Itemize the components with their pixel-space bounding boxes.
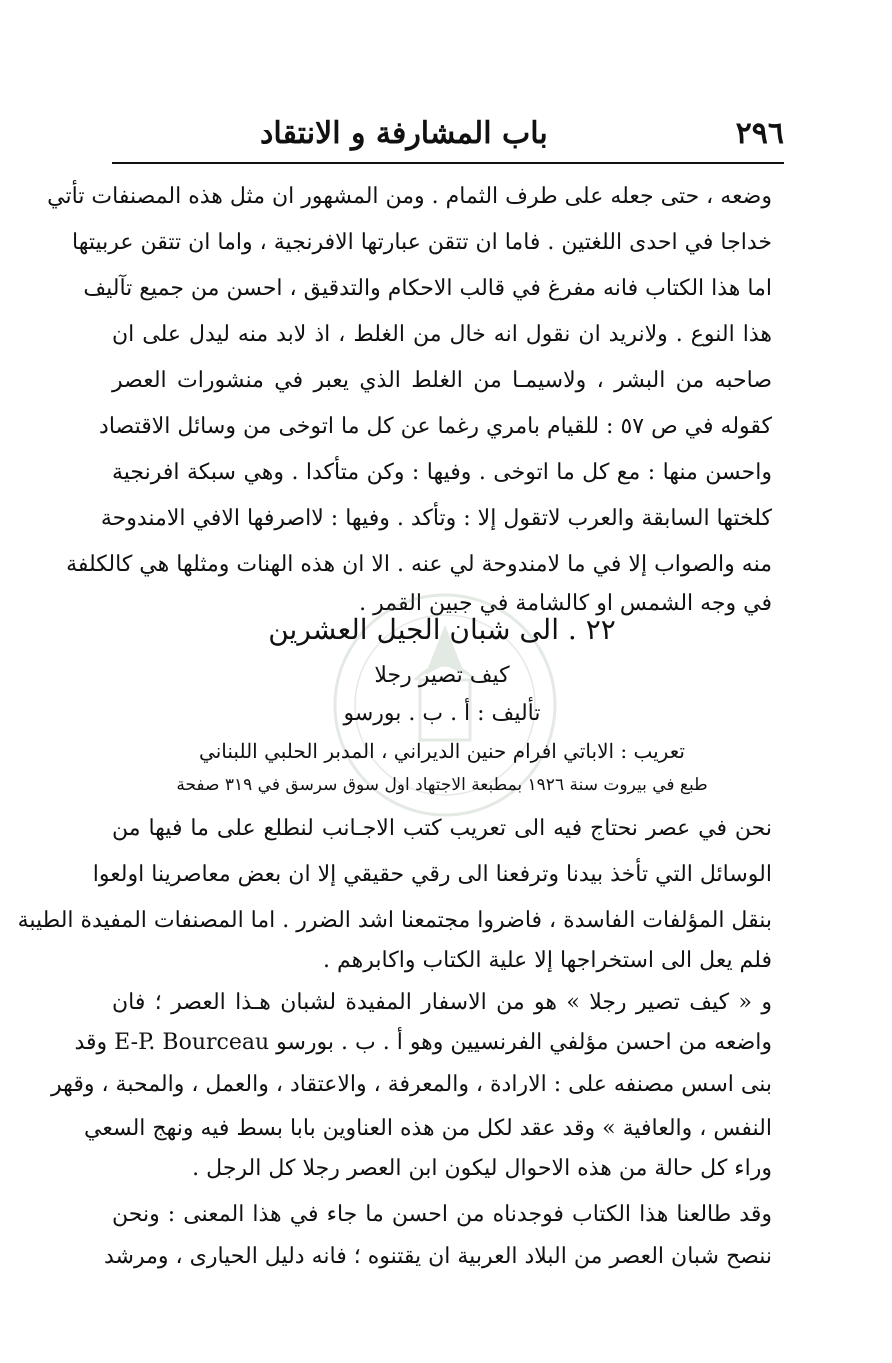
text-line: وراء كل حالة من هذه الاحوال ليكون ابن العصر رجلا كل الرجل .: [192, 1156, 772, 1181]
text-line: اما هذا الكتاب فانه مفرغ في قالب الاحكام والتدقيق ، احسن من جميع تآليف: [83, 276, 772, 301]
book-author: تأليف : أ . ب . بورسو: [343, 701, 541, 726]
text-line: منه والصواب إلا في ما لامندوحة لي عنه . الا ان هذه الهنات ومثلها هي كالكلفة: [66, 552, 772, 577]
text-line: صاحبه من البشر ، ولاسيمـا من الغلط الذي يعبر في منشورات العصر: [112, 368, 772, 393]
text-line: واحسن منها : مع كل ما اتوخى . وفيها : وكن متأكدا . وهي سبكة افرنجية: [112, 460, 772, 485]
header-rule: [112, 162, 784, 164]
text-line: خداجا في احدى اللغتين . فاما ان تتقن عبارتها الافرنجية ، واما ان تتقن عربيتها: [71, 230, 772, 255]
text-line: كقوله في ص ٥٧ : للقيام بامري رغما عن كل ما اتوخى من وسائل الاقتصاد: [99, 414, 772, 439]
page-header: [110, 112, 784, 160]
running-title: باب المشارفة و الانتقاد: [260, 116, 548, 151]
text-line: وضعه ، حتى جعله على طرف الثمام . ومن المشهور ان مثل هذه المصنفات تأتي: [47, 184, 772, 209]
text-line: ننصح شبان العصر من البلاد العربية ان يقتنوه ؛ فانه دليل الحيارى ، ومرشد: [103, 1244, 772, 1269]
book-translator: تعريب : الاباتي افرام حنين الديراني ، المدبر الحلبي اللبناني: [199, 739, 685, 763]
text-line: هذا النوع . ولانريد ان نقول انه خال من الغلط ، اذ لابد منه ليدل على ان: [112, 322, 772, 347]
publication-info: طبع في بيروت سنة ١٩٢٦ بمطبعة الاجتهاد اول سوق سرسق في ٣١٩ صفحة: [176, 775, 708, 795]
text-line: وقد طالعنا هذا الكتاب فوجدناه من احسن ما جاء في هذا المعنى : ونحن: [112, 1202, 772, 1227]
text-line: في وجه الشمس او كالشامة في جبين القمر .: [359, 591, 772, 616]
book-title: كيف تصير رجلا: [374, 663, 510, 688]
page-number: ٢٩٦: [735, 116, 784, 151]
text-line: واضعه من احسن مؤلفي الفرنسيين وهو أ . ب . بورسو E-P. Bourceau وقد: [74, 1030, 772, 1055]
text-line: و « كيف تصير رجلا » هو من الاسفار المفيدة لشبان هـذا العصر ؛ فان: [112, 990, 772, 1015]
text-line: نحن في عصر نحتاج فيه الى تعريب كتب الاجـانب لنطلع على ما فيها من: [112, 816, 772, 841]
text-line: بنى اسس مصنفه على : الارادة ، والمعرفة ، والاعتقاد ، والعمل ، والمحبة ، وقهر: [51, 1072, 772, 1097]
text-line: بنقل المؤلفات الفاسدة ، فاضروا مجتمعنا اشد الضرر . اما المصنفات المفيدة الطيبة: [17, 908, 772, 933]
text-line: النفس ، والعافية » وقد عقد لكل من هذه العناوين بابا بسط فيه ونهج السعي: [84, 1116, 772, 1141]
text-line: الوسائل التي تأخذ بيدنا وترفعنا الى رقي حقيقي إلا ان بعض معاصرينا اولعوا: [92, 862, 772, 887]
text-line: فلم يعل الى استخراجها إلا علية الكتاب واكابرهم .: [323, 948, 772, 973]
section-title: ٢٢ . الى شبان الجيل العشرين: [268, 613, 616, 646]
text-line: كلختها السابقة والعرب لاتقول إلا : وتأكد . وفيها : لااصرفها الافي الامندوحة: [100, 506, 772, 531]
